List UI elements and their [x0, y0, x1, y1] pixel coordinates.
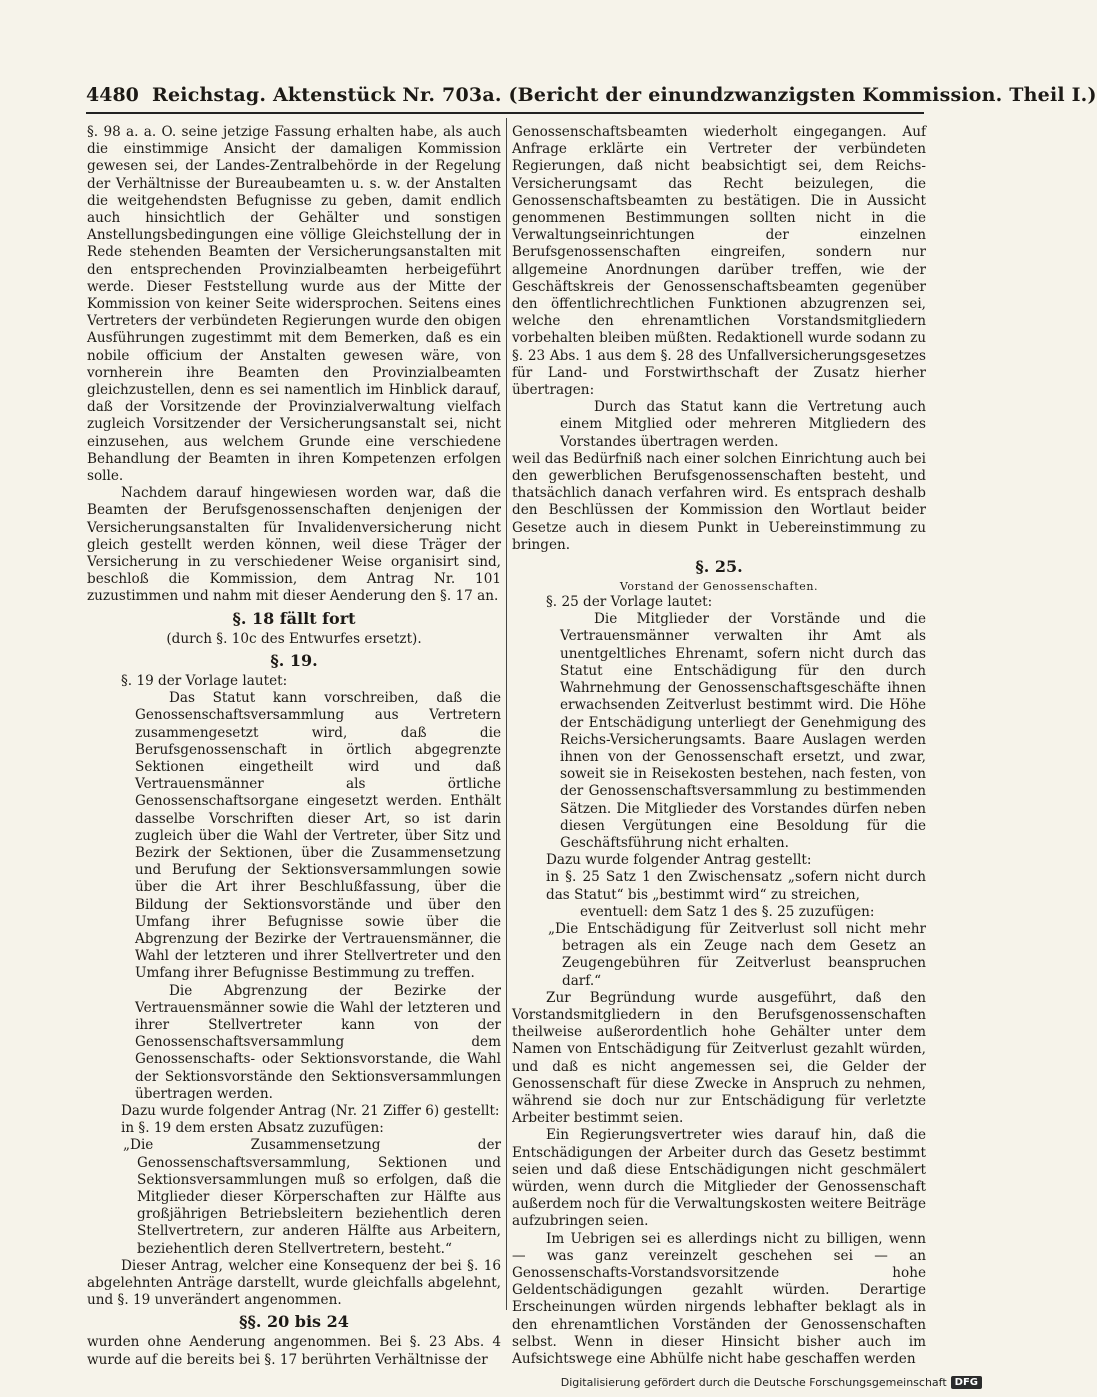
- section-heading-20-24: §§. 20 bis 24: [239, 1312, 349, 1332]
- running-title: Reichstag. Aktenstück Nr. 703a. (Bericht der einundzwanzigsten Kommission. Theil I.): [152, 84, 1097, 106]
- page-header: [86, 78, 1097, 108]
- right-column: [512, 124, 926, 1368]
- paragraph: in §. 25 Satz 1 den Zwischensatz „sofern nicht durch das Statut“ bis „bestimmt wird“ zu streichen,: [546, 869, 926, 903]
- paragraph: Im Uebrigen sei es allerdings nicht zu billigen, wenn — was ganz vereinzelt geschehen sei — an Genossenschafts-Vorstandsvorsitzende hohe Geldentschädigungen gezahlt würden. Derartige Erscheinungen würden nirgends lebhafter beklagt als in den ehrenamtlichen Vorständen der Genossenschaften selbst. Wenn in dieser Hinsicht bisher auch im Aufsichtswege eine Abhülfe nicht habe geschaffen werden: [512, 1230, 926, 1368]
- section-subtitle-25: Vorstand der Genossenschaften.: [619, 580, 819, 594]
- digitization-footer: [561, 1373, 982, 1391]
- paragraph: §. 19 der Vorlage lautet:: [121, 672, 288, 689]
- section-heading-25: §. 25.: [695, 557, 743, 577]
- section-heading-19: §. 19.: [270, 650, 318, 670]
- paragraph: Dieser Antrag, welcher eine Konsequenz der bei §. 16 abgelehnten Anträge darstellt, wurde gleichfalls abgelehnt, und §. 19 unverändert angenommen.: [87, 1257, 501, 1309]
- paragraph: in §. 19 dem ersten Absatz zuzufügen:: [121, 1120, 384, 1137]
- section-heading-18: §. 18 fällt fort: [232, 608, 356, 628]
- quoted-text: „Die Zusammensetzung der Genossenschaftsversammlung, Sektionen und Sektionsversammlungen muß so erfolgen, daß die Mitglieder dieser Körperschaften zur Hälfte aus großjährigen Betriebsleitern beziehentlich deren Stellvertretern, zur anderen Hälfte aus Arbeitern, beziehentlich deren Stellvertretern, besteht.“: [123, 1137, 501, 1257]
- footer-text: Digitalisierung gefördert durch die Deutsche Forschungsgemeinschaft: [560, 1375, 947, 1389]
- quoted-text: Das Statut kann vorschreiben, daß die Genossenschaftsversammlung aus Vertretern zusammengesetzt wird, daß die Berufsgenossenschaft in örtlich abgegrenzte Sektionen eingetheilt wird und daß Vertrauensmänner als örtliche Genossenschaftsorgane eingesetzt werden. Enthält dasselbe Vorschriften dieser Art, so ist darin zugleich über die Wahl der Vertreter, über Sitz und Bezirk der Sektionen, über die Zusammensetzung und Berufung der Sektionsversammlungen sowie über die Art ihrer Beschlußfassung, über die Bildung der Sektionsvorstände und über den Umfang ihrer Befugnisse sowie über die Abgrenzung der Bezirke der Vertrauensmänner, die Wahl der letzteren und ihrer Stellvertreter und den Umfang ihrer Befugnisse Bestimmung zu treffen.: [135, 690, 501, 982]
- paragraph: wurden ohne Aenderung angenommen. Bei §. 23 Abs. 4 wurde auf die bereits bei §. 17 berührten Verhältnisse der: [87, 1334, 501, 1368]
- paragraph: Genossenschaftsbeamten wiederholt eingegangen. Auf Anfrage erklärte ein Vertreter der verbündeten Regierungen, daß nicht beabsichtigt sei, dem Reichs-Versicherungsamt das Recht beizulegen, die Genossenschaftsbeamten zu bestätigen. Die in Aussicht genommenen Bestimmungen sollten nicht in die Verwaltungseinrichtungen der einzelnen Berufsgenossenschaften eingreifen, sondern nur allgemeine Anordnungen darüber treffen, wie der Geschäftskreis der Genossenschaftsbeamten gegenüber den öffentlichrechtlichen Funktionen abzugrenzen sei, welche den ehrenamtlichen Vorstandsmitgliedern vorbehalten bleiben müßten. Redaktionell wurde sodann zu §. 23 Abs. 1 aus dem §. 28 des Unfallversicherungsgesetzes für Land- und Forstwirthschaft der Zusatz hierher übertragen:: [512, 124, 926, 399]
- paragraph: weil das Bedürfniß nach einer solchen Einrichtung auch bei den gewerblichen Berufsgenossenschaften besteht, und thatsächlich danach verfahren wird. Es entsprach deshalb den Beschlüssen der Kommission den Wortlaut beider Gesetze auch in diesem Punkt in Uebereinstimmung zu bringen.: [512, 450, 926, 553]
- paragraph: Dazu wurde folgender Antrag (Nr. 21 Ziffer 6) gestellt:: [121, 1102, 500, 1119]
- paragraph: §. 25 der Vorlage lautet:: [546, 594, 713, 611]
- header-rule: [86, 112, 924, 114]
- paragraph: Nachdem darauf hingewiesen worden war, daß die Beamten der Berufsgenossenschaften denjenigen der Versicherungsanstalten für Invalidenversicherung nicht gleich gestellt werden können, weil diese Träger der Versicherung in zu verschiedener Weise organisirt sind, beschloß die Kommission, dem Antrag Nr. 101 zuzustimmen und nahm mit dieser Aenderung den §. 17 an.: [87, 485, 501, 605]
- paragraph: Ein Regierungsvertreter wies darauf hin, daß die Entschädigungen der Arbeiter durch das Gesetz bestimmt seien und daß diese Entschädigungen nicht geschmälert würden, wenn durch die Mitglieder der Genossenschaft außerdem noch für die Verwaltungskosten weitere Beiträge aufzubringen seien.: [512, 1127, 926, 1230]
- page-number: 4480: [86, 84, 139, 106]
- paragraph: §. 98 a. a. O. seine jetzige Fassung erhalten habe, als auch die einstimmige Ansicht der damaligen Kommission gewesen sei, der Landes-Zentralbehörde in der Regelung der Verhältnisse der Bureaubeamten u. s. w. der Anstalten die weitgehendsten Befugnisse zu geben, damit endlich auch hinsichtlich der Gehälter und sonstigen Anstellungsbedingungen eine völlige Gleichstellung der in Rede stehenden Beamten der Versicherungsanstalten mit den entsprechenden Provinzialbeamten herbeigeführt werde. Dieser Feststellung wurde aus der Mitte der Kommission von keiner Seite widersprochen. Seitens eines Vertreters der verbündeten Regierungen wurde den obigen Ausführungen zugestimmt mit dem Bemerken, daß es ein nobile officium der Anstalten gewesen wäre, von vornherein ihre Beamten den Provinzialbeamten gleichzustellen, denn es sei namentlich im Hinblick darauf, daß der Vorsitzende der Provinzialverwaltung vielfach zugleich Vorsitzender der Versicherungsanstalt sei, nicht einzusehen, aus welchem Grunde eine verschiedene Behandlung der Beamten in ihren Kompetenzen erfolgen solle.: [87, 124, 501, 485]
- section-note-18: (durch §. 10c des Entwurfes ersetzt).: [166, 630, 422, 647]
- paragraph: Dazu wurde folgender Antrag gestellt:: [546, 852, 812, 869]
- quoted-text: „Die Entschädigung für Zeitverlust soll nicht mehr betragen als ein Zeuge nach dem Gesetz an Zeugengebühren für Zeitverlust beanspruchen darf.“: [548, 920, 926, 989]
- quoted-text: Die Abgrenzung der Bezirke der Vertrauensmänner sowie die Wahl der letzteren und ihrer Stellvertreter kann von der Genossenschaftsversammlung dem Genossenschafts- oder Sektionsvorstande, die Wahl der Sektionsvorstände den Sektionsversammlungen übertragen werden.: [135, 982, 501, 1102]
- quoted-text: Die Mitglieder der Vorstände und die Vertrauensmänner verwalten ihr Amt als unentgeltliches Ehrenamt, sofern nicht durch das Statut eine Entschädigung für den durch Wahrnehmung der Genossenschaftsgeschäfte ihnen erwachsenden Zeitverlust bestimmt wird. Die Höhe der Entschädigung unterliegt der Genehmigung des Reichs-Versicherungsamts. Baare Auslagen werden ihnen von der Genossenschaft ersetzt, und zwar, soweit sie in Reisekosten bestehen, nach festen, von der Genossenschaftsversammlung zu bestimmenden Sätzen. Die Mitglieder des Vorstandes dürfen neben diesen Vergütungen eine Besoldung für die Geschäftsführung nicht erhalten.: [560, 611, 926, 851]
- left-column: [87, 124, 501, 1369]
- quoted-text: Durch das Statut kann die Vertretung auch einem Mitglied oder mehreren Mitgliedern des Vorstandes übertragen werden.: [560, 399, 926, 450]
- paragraph: eventuell: dem Satz 1 des §. 25 zuzufügen:: [580, 903, 875, 920]
- column-divider: [506, 118, 507, 1310]
- dfg-logo: DFG: [951, 1376, 982, 1389]
- paragraph: Zur Begründung wurde ausgeführt, daß den Vorstandsmitgliedern in den Berufsgenossenschaften theilweise außerordentlich hohe Gehälter unter dem Namen von Entschädigung für Zeitverlust gezahlt würden, und daß es nicht angemessen sei, die Gelder der Genossenschaft für diese Zwecke in Anspruch zu nehmen, während sie doch nur zur Entschädigung für verletzte Arbeiter bestimmt seien.: [512, 989, 926, 1127]
